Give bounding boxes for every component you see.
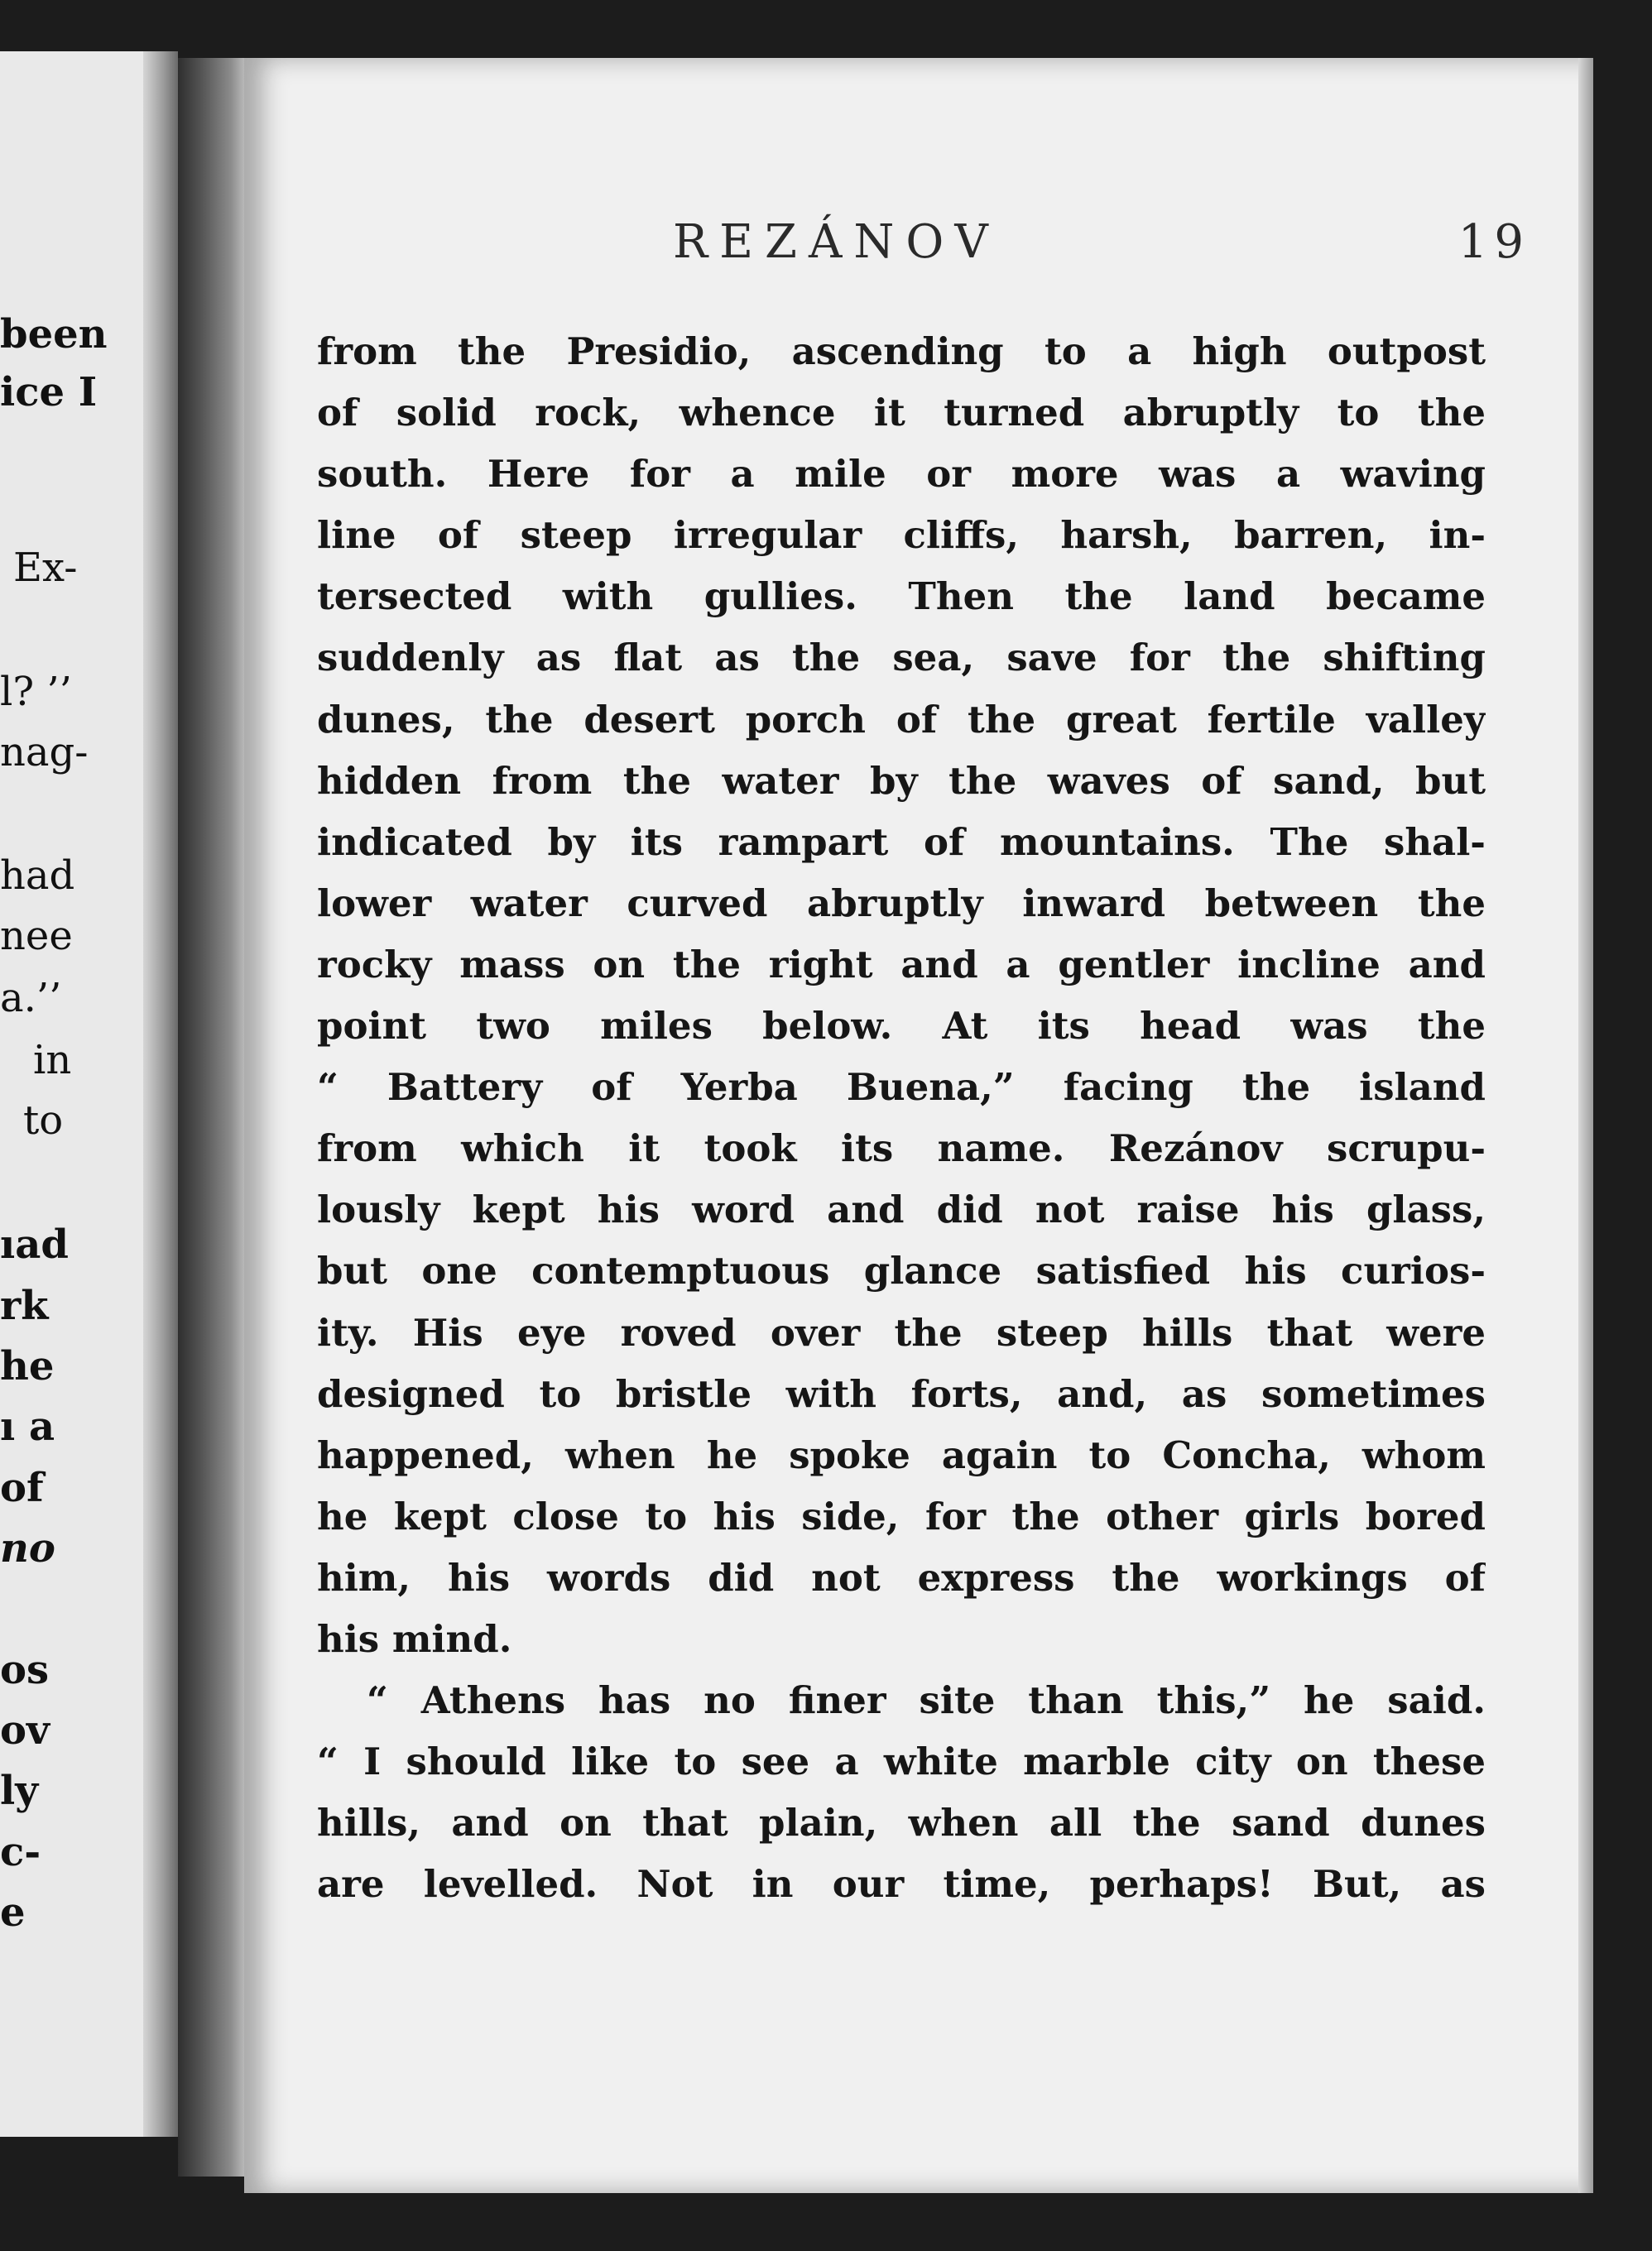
text-line: south. Here for a mile or more was a waving <box>317 452 1486 497</box>
left-fragment: ı a <box>0 1404 55 1450</box>
text-line: lower water curved abruptly inward between the <box>317 881 1486 925</box>
text-line: lously kept his word and did not raise his glass, <box>317 1188 1486 1232</box>
text-line: him, his words did not express the workings of <box>317 1555 1486 1600</box>
left-fragment: no <box>0 1525 55 1572</box>
book-page <box>244 58 1593 2193</box>
left-fragment: ıad <box>0 1221 69 1268</box>
left-fragment: l? ’’ <box>0 669 72 715</box>
left-page-edge <box>143 51 178 2137</box>
page-edge <box>1578 58 1593 2193</box>
left-fragment: of <box>0 1465 44 1511</box>
left-fragment: Ex- <box>13 545 78 591</box>
text-line: suddenly as flat as the sea, save for the shifting <box>317 636 1486 680</box>
left-fragment: been <box>0 311 108 358</box>
text-line: his mind. <box>317 1616 512 1661</box>
left-fragment: nag- <box>0 729 89 775</box>
left-fragment: a.’’ <box>0 975 62 1021</box>
body-text <box>317 321 1486 1915</box>
left-fragment: e <box>0 1889 26 1936</box>
book-gutter <box>178 58 244 2177</box>
text-line: dunes, the desert porch of the great fertile valley <box>317 697 1486 742</box>
text-line: indicated by its rampart of mountains. The shal- <box>317 819 1486 864</box>
left-fragment: ice I <box>0 369 98 415</box>
text-line: “ I should like to see a white marble city on these <box>317 1740 1486 1784</box>
text-line: happened, when he spoke again to Concha, whom <box>317 1433 1486 1477</box>
left-fragment: os <box>0 1647 50 1693</box>
text-line: hills, and on that plain, when all the sand dunes <box>317 1801 1486 1845</box>
left-fragment: nee <box>0 913 73 959</box>
left-fragment: ly <box>0 1768 39 1814</box>
text-line: tersected with gullies. Then the land became <box>317 574 1486 619</box>
text-line: “ Battery of Yerba Buena,” facing the island <box>317 1065 1486 1110</box>
left-fragment: ov <box>0 1707 50 1754</box>
text-line: are levelled. Not in our time, perhaps! But, as <box>317 1862 1486 1907</box>
text-line: of solid rock, whence it turned abruptly to the <box>317 391 1486 435</box>
left-fragment: had <box>0 852 75 899</box>
running-head: REZÁNOV <box>673 215 1000 269</box>
text-line: from which it took its name. Rezánov scrupu- <box>317 1126 1486 1171</box>
text-line: hidden from the water by the waves of sand, but <box>317 758 1486 803</box>
text-line: rocky mass on the right and a gentler incline and <box>317 942 1486 986</box>
text-line: from the Presidio, ascending to a high outpost <box>317 329 1486 373</box>
text-line: “ Athens has no finer site than this,” he said. <box>367 1678 1486 1723</box>
left-fragment: in <box>33 1037 72 1083</box>
left-fragment: he <box>0 1343 55 1389</box>
left-fragment: c- <box>0 1829 41 1875</box>
left-facing-page <box>0 51 178 2137</box>
text-line: ity. His eye roved over the steep hills that were <box>317 1310 1486 1355</box>
left-fragment: rk <box>0 1283 49 1329</box>
text-line: line of steep irregular cliffs, harsh, barren, in- <box>317 513 1486 558</box>
text-line: point two miles below. At its head was the <box>317 1004 1486 1049</box>
text-line: but one contemptuous glance satisfied his curios- <box>317 1249 1486 1293</box>
text-line: designed to bristle with forts, and, as sometimes <box>317 1371 1486 1416</box>
text-line: he kept close to his side, for the other girls bored <box>317 1494 1486 1538</box>
left-fragment: to <box>23 1097 64 1144</box>
page-number: 19 <box>1458 215 1530 269</box>
